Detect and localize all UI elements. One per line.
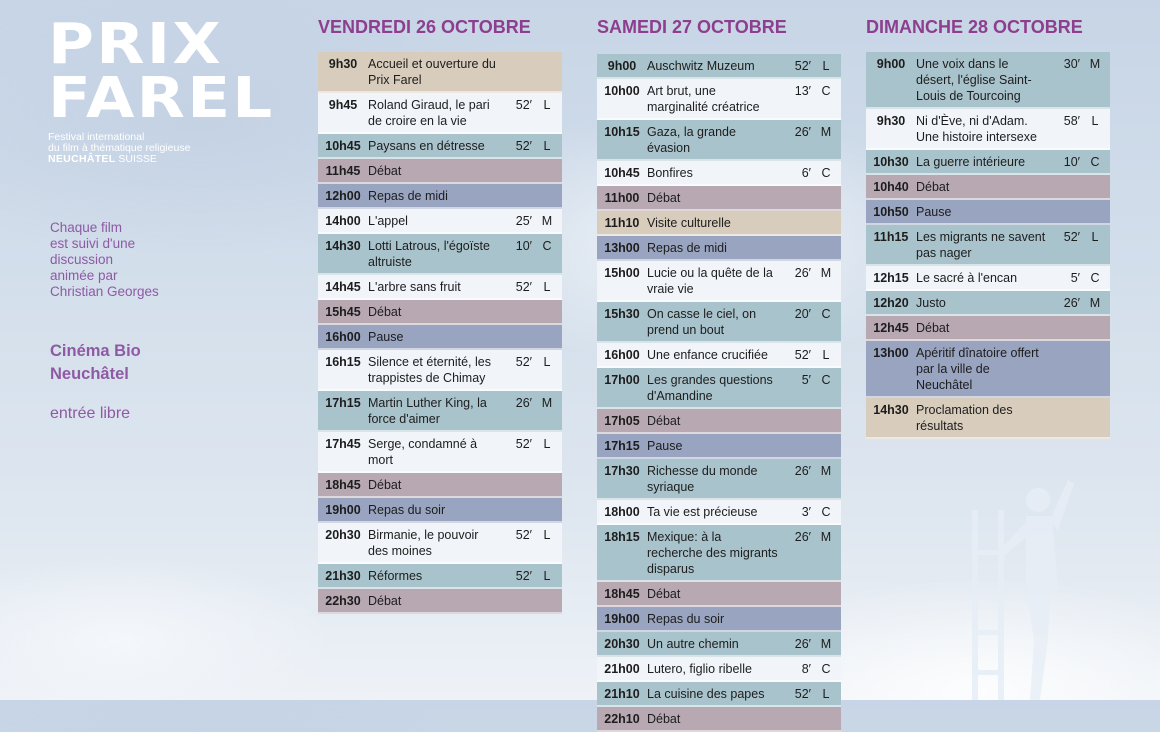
duration: 26′ bbox=[794, 125, 811, 139]
day-title: DIMANCHE 28 OCTOBRE bbox=[866, 17, 1083, 37]
time-cell: 10h00 bbox=[604, 84, 640, 98]
category: C bbox=[821, 84, 831, 98]
schedule-row bbox=[597, 409, 841, 434]
program-title: On casse le ciel, on prend un bout bbox=[647, 307, 757, 337]
time-cell: 10h45 bbox=[325, 139, 361, 153]
time-cell: 15h00 bbox=[604, 266, 640, 280]
duration: 20′ bbox=[794, 307, 811, 321]
duration: 52′ bbox=[794, 59, 811, 73]
program-title: Visite culturelle bbox=[647, 216, 731, 230]
program-title: Repas du soir bbox=[647, 612, 725, 626]
duration: 26′ bbox=[794, 464, 811, 478]
time-cell: 18h15 bbox=[604, 530, 640, 544]
program-title: Débat bbox=[368, 478, 402, 492]
schedule-row bbox=[866, 266, 1110, 291]
festival-logo bbox=[48, 12, 275, 165]
schedule-row bbox=[318, 589, 562, 614]
time-cell: 17h05 bbox=[604, 414, 640, 428]
category: L bbox=[543, 437, 551, 451]
duration: 52′ bbox=[794, 348, 811, 362]
day-column-sunday bbox=[866, 14, 1110, 439]
duration: 5′ bbox=[801, 373, 811, 387]
duration: 25′ bbox=[515, 214, 532, 228]
day-title: SAMEDI 27 OCTOBRE bbox=[597, 17, 787, 37]
program-title: Justo bbox=[916, 296, 946, 310]
duration: 52′ bbox=[515, 139, 532, 153]
schedule-row bbox=[597, 54, 841, 79]
time-cell: 17h30 bbox=[604, 464, 640, 478]
duration: 10′ bbox=[1063, 155, 1080, 169]
time-cell: 21h10 bbox=[604, 687, 640, 701]
schedule-row bbox=[318, 473, 562, 498]
schedule-row bbox=[318, 300, 562, 325]
schedule-list bbox=[597, 54, 841, 732]
schedule-row bbox=[866, 200, 1110, 225]
category: C bbox=[821, 307, 831, 321]
time-cell: 17h15 bbox=[325, 396, 361, 410]
category: M bbox=[820, 637, 832, 651]
program-title: Débat bbox=[647, 712, 681, 726]
schedule-row bbox=[866, 398, 1110, 439]
program-title: Mexique: à la recherche des migrants disparus bbox=[647, 530, 778, 576]
category: C bbox=[821, 662, 831, 676]
schedule-row bbox=[318, 564, 562, 589]
category: L bbox=[543, 98, 551, 112]
note-line: Chaque film bbox=[50, 220, 123, 235]
schedule-row bbox=[318, 184, 562, 209]
program-title: Une enfance crucifiée bbox=[647, 348, 768, 362]
logo-country: SUISSE bbox=[115, 153, 157, 165]
program-title: Débat bbox=[647, 191, 681, 205]
time-cell: 22h10 bbox=[604, 712, 640, 726]
logo-word-prix: PRIX bbox=[48, 12, 223, 77]
duration: 52′ bbox=[515, 355, 532, 369]
program-title: Bonfires bbox=[647, 166, 693, 180]
schedule-row bbox=[597, 682, 841, 707]
program-title: Roland Giraud, le pari de croire en la vie bbox=[368, 98, 490, 128]
schedule-row bbox=[597, 161, 841, 186]
day-column-saturday bbox=[597, 14, 841, 732]
schedule-row bbox=[597, 632, 841, 657]
venue bbox=[50, 340, 141, 386]
schedule-row bbox=[318, 52, 562, 93]
time-cell: 9h30 bbox=[876, 114, 906, 128]
category: M bbox=[820, 464, 832, 478]
program-title: Repas de midi bbox=[368, 189, 448, 203]
duration: 26′ bbox=[794, 637, 811, 651]
program-title: Pause bbox=[647, 439, 683, 453]
program-title: Une voix dans le désert, l'église Saint-Louis de Tourcoing bbox=[916, 57, 1032, 103]
program-title: Débat bbox=[647, 414, 681, 428]
schedule-row bbox=[597, 261, 841, 302]
duration: 52′ bbox=[1063, 230, 1080, 244]
note-line: Christian Georges bbox=[50, 284, 159, 299]
program-title: Lotti Latrous, l'égoïste altruiste bbox=[368, 239, 490, 269]
program-title: Le sacré à l'encan bbox=[916, 271, 1018, 285]
duration: 26′ bbox=[1063, 296, 1080, 310]
program-title: Les grandes questions d'Amandine bbox=[647, 373, 773, 403]
time-cell: 17h00 bbox=[604, 373, 640, 387]
schedule-row bbox=[597, 343, 841, 368]
program-title: Richesse du monde syriaque bbox=[647, 464, 758, 494]
time-cell: 19h00 bbox=[604, 612, 640, 626]
category: C bbox=[1090, 271, 1100, 285]
schedule-row bbox=[597, 434, 841, 459]
time-cell: 9h00 bbox=[607, 59, 637, 73]
duration: 13′ bbox=[794, 84, 811, 98]
program-title: Pause bbox=[916, 205, 952, 219]
time-cell: 15h45 bbox=[325, 305, 361, 319]
program-title: Débat bbox=[916, 180, 950, 194]
category: M bbox=[541, 396, 553, 410]
time-cell: 12h20 bbox=[873, 296, 909, 310]
category: C bbox=[821, 373, 831, 387]
duration: 52′ bbox=[515, 437, 532, 451]
schedule-row bbox=[318, 432, 562, 473]
program-title: La cuisine des papes bbox=[647, 687, 765, 701]
program-title: Réformes bbox=[368, 569, 423, 583]
time-cell: 21h00 bbox=[604, 662, 640, 676]
time-cell: 16h00 bbox=[325, 330, 361, 344]
program-title: Proclamation des résultats bbox=[916, 403, 1013, 433]
time-cell: 15h30 bbox=[604, 307, 640, 321]
category: M bbox=[820, 125, 832, 139]
time-cell: 16h00 bbox=[604, 348, 640, 362]
time-cell: 9h00 bbox=[876, 57, 906, 71]
time-cell: 18h00 bbox=[604, 505, 640, 519]
duration: 52′ bbox=[794, 687, 811, 701]
program-title: Débat bbox=[647, 587, 681, 601]
program-title: L'appel bbox=[368, 214, 408, 228]
time-cell: 11h10 bbox=[604, 216, 640, 230]
time-cell: 17h15 bbox=[604, 439, 640, 453]
schedule-row bbox=[866, 109, 1110, 150]
duration: 52′ bbox=[515, 98, 532, 112]
schedule-row bbox=[597, 500, 841, 525]
program-title: Pause bbox=[368, 330, 404, 344]
time-cell: 12h00 bbox=[325, 189, 361, 203]
duration: 3′ bbox=[801, 505, 811, 519]
schedule-row bbox=[866, 175, 1110, 200]
program-title: Repas du soir bbox=[368, 503, 446, 517]
duration: 6′ bbox=[801, 166, 811, 180]
program-title: La guerre intérieure bbox=[916, 155, 1026, 169]
program-title: Débat bbox=[368, 594, 402, 608]
time-cell: 11h45 bbox=[325, 164, 361, 178]
schedule-row bbox=[866, 52, 1110, 109]
schedule-row bbox=[597, 607, 841, 632]
duration: 26′ bbox=[794, 530, 811, 544]
schedule-list bbox=[866, 52, 1110, 439]
program-title: Silence et éternité, les trappistes de Chimay bbox=[368, 355, 491, 385]
schedule-row bbox=[318, 234, 562, 275]
program-title: Les migrants ne savent pas nager bbox=[916, 230, 1046, 260]
time-cell: 14h00 bbox=[325, 214, 361, 228]
category: C bbox=[1090, 155, 1100, 169]
schedule-row bbox=[318, 391, 562, 432]
category: M bbox=[820, 266, 832, 280]
time-cell: 14h30 bbox=[325, 239, 361, 253]
logo-location bbox=[48, 154, 238, 165]
note-line: animée par bbox=[50, 268, 118, 283]
time-cell: 10h45 bbox=[604, 166, 640, 180]
schedule-row bbox=[318, 159, 562, 184]
program-title: Repas de midi bbox=[647, 241, 727, 255]
logo-subtitle bbox=[48, 132, 238, 165]
time-cell: 20h30 bbox=[325, 528, 361, 542]
program-title: Martin Luther King, la force d'aimer bbox=[368, 396, 487, 426]
schedule-row bbox=[318, 275, 562, 300]
category: L bbox=[822, 687, 830, 701]
time-cell: 14h45 bbox=[325, 280, 361, 294]
program-title: Accueil et ouverture du Prix Farel bbox=[368, 57, 496, 87]
category: L bbox=[1091, 114, 1099, 128]
category: C bbox=[542, 239, 552, 253]
time-cell: 10h15 bbox=[604, 125, 640, 139]
time-cell: 18h45 bbox=[325, 478, 361, 492]
time-cell: 18h45 bbox=[604, 587, 640, 601]
schedule-row bbox=[318, 350, 562, 391]
schedule-row bbox=[866, 291, 1110, 316]
schedule-row bbox=[597, 211, 841, 236]
time-cell: 13h00 bbox=[873, 346, 909, 360]
logo-subtitle-line: Festival international bbox=[48, 131, 145, 143]
day-column-friday bbox=[318, 14, 562, 614]
duration: 52′ bbox=[515, 569, 532, 583]
venue-line: Neuchâtel bbox=[50, 365, 129, 383]
category: C bbox=[821, 166, 831, 180]
logo-subtitle-line: du film à thématique religieuse bbox=[48, 142, 191, 154]
program-title: Un autre chemin bbox=[647, 637, 739, 651]
category: L bbox=[543, 355, 551, 369]
category: M bbox=[541, 214, 553, 228]
statue-silhouette bbox=[940, 440, 1080, 700]
program-title: L'arbre sans fruit bbox=[368, 280, 461, 294]
schedule-row bbox=[318, 93, 562, 134]
program-title: Paysans en détresse bbox=[368, 139, 485, 153]
program-title: Ni d'Ève, ni d'Adam. Une histoire intersexe bbox=[916, 114, 1037, 144]
logo-word-farel: FAREL bbox=[48, 66, 275, 131]
category: L bbox=[822, 348, 830, 362]
time-cell: 12h45 bbox=[873, 321, 909, 335]
note-line: est suivi d'une bbox=[50, 236, 136, 251]
duration: 26′ bbox=[794, 266, 811, 280]
time-cell: 11h00 bbox=[604, 191, 640, 205]
schedule-row bbox=[597, 236, 841, 261]
time-cell: 14h30 bbox=[873, 403, 909, 417]
duration: 30′ bbox=[1063, 57, 1080, 71]
program-title: Débat bbox=[368, 164, 402, 178]
category: M bbox=[820, 530, 832, 544]
schedule-row bbox=[597, 302, 841, 343]
category: L bbox=[543, 280, 551, 294]
entry-note: entrée libre bbox=[50, 405, 131, 422]
schedule-row bbox=[866, 150, 1110, 175]
duration: 52′ bbox=[515, 280, 532, 294]
duration: 58′ bbox=[1063, 114, 1080, 128]
program-title: Lucie ou la quête de la vraie vie bbox=[647, 266, 773, 296]
schedule-row bbox=[866, 316, 1110, 341]
time-cell: 12h15 bbox=[873, 271, 909, 285]
program-title: Lutero, figlio ribelle bbox=[647, 662, 752, 676]
category: L bbox=[543, 569, 551, 583]
schedule-row bbox=[597, 707, 841, 732]
duration: 10′ bbox=[515, 239, 532, 253]
schedule-row bbox=[318, 325, 562, 350]
time-cell: 21h30 bbox=[325, 569, 361, 583]
schedule-list bbox=[318, 52, 562, 614]
time-cell: 16h15 bbox=[325, 355, 361, 369]
discussion-note bbox=[50, 220, 180, 300]
schedule-row bbox=[318, 498, 562, 523]
category: M bbox=[1089, 57, 1101, 71]
time-cell: 10h30 bbox=[873, 155, 909, 169]
time-cell: 9h30 bbox=[328, 57, 358, 71]
category: L bbox=[543, 528, 551, 542]
duration: 8′ bbox=[801, 662, 811, 676]
duration: 52′ bbox=[515, 528, 532, 542]
duration: 26′ bbox=[515, 396, 532, 410]
day-title: VENDREDI 26 OCTOBRE bbox=[318, 17, 531, 37]
schedule-row bbox=[318, 134, 562, 159]
time-cell: 20h30 bbox=[604, 637, 640, 651]
category: L bbox=[822, 59, 830, 73]
program-title: Birmanie, le pouvoir des moines bbox=[368, 528, 479, 558]
time-cell: 19h00 bbox=[325, 503, 361, 517]
category: L bbox=[1091, 230, 1099, 244]
program-title: Débat bbox=[368, 305, 402, 319]
schedule-row bbox=[597, 525, 841, 582]
venue-line: Cinéma Bio bbox=[50, 342, 141, 360]
time-cell: 22h30 bbox=[325, 594, 361, 608]
schedule-row bbox=[597, 657, 841, 682]
schedule-row bbox=[866, 225, 1110, 266]
time-cell: 13h00 bbox=[604, 241, 640, 255]
program-title: Apéritif dînatoire offert par la ville de Neuchâtel bbox=[916, 346, 1039, 392]
category: C bbox=[821, 505, 831, 519]
program-title: Ta vie est précieuse bbox=[647, 505, 758, 519]
schedule-row bbox=[597, 368, 841, 409]
time-cell: 17h45 bbox=[325, 437, 361, 451]
program-title: Gaza, la grande évasion bbox=[647, 125, 736, 155]
program-title: Serge, condamné à mort bbox=[368, 437, 478, 467]
program-title: Auschwitz Muzeum bbox=[647, 59, 755, 73]
schedule-row bbox=[866, 341, 1110, 398]
time-cell: 9h45 bbox=[328, 98, 358, 112]
schedule-row bbox=[318, 209, 562, 234]
program-title: Débat bbox=[916, 321, 950, 335]
schedule-row bbox=[318, 523, 562, 564]
schedule-row bbox=[597, 186, 841, 211]
schedule-row bbox=[597, 459, 841, 500]
category: M bbox=[1089, 296, 1101, 310]
schedule-row bbox=[597, 582, 841, 607]
program-title: Art brut, une marginalité créatrice bbox=[647, 84, 760, 114]
duration: 5′ bbox=[1070, 271, 1080, 285]
note-line: discussion bbox=[50, 252, 114, 267]
schedule-row bbox=[597, 120, 841, 161]
time-cell: 10h40 bbox=[873, 180, 909, 194]
logo-city: NEUCHÂTEL bbox=[48, 153, 116, 165]
category: L bbox=[543, 139, 551, 153]
schedule-row bbox=[597, 79, 841, 120]
time-cell: 10h50 bbox=[873, 205, 909, 219]
time-cell: 11h15 bbox=[873, 230, 909, 244]
